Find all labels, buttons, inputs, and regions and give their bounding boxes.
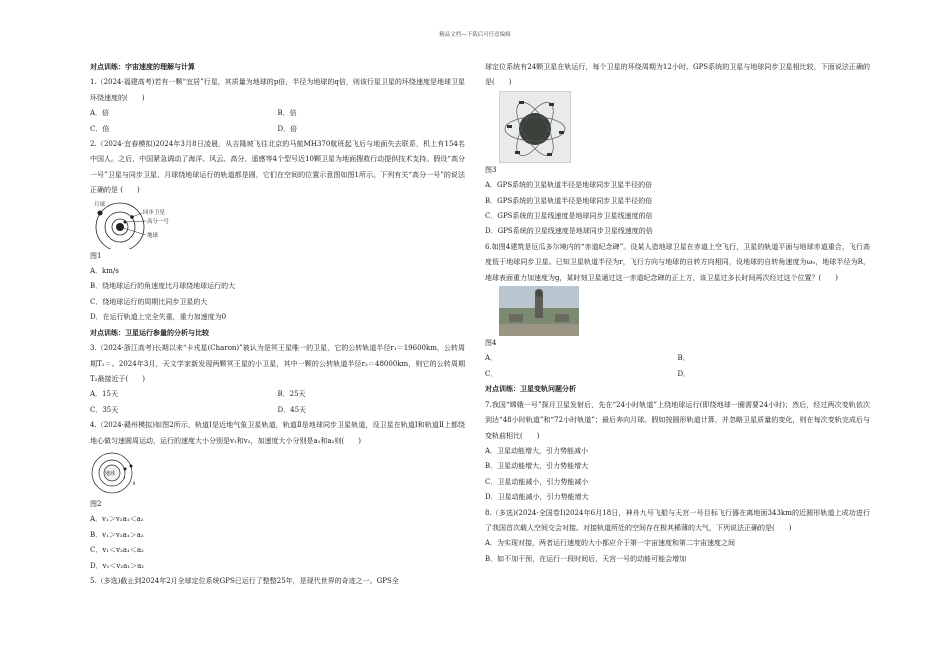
option-b: B．倍 (277, 109, 297, 118)
question-2-option-a: A．km/s (90, 267, 119, 276)
section-heading: 对点训练：卫星变轨问题分析 (485, 385, 576, 394)
option-c: C． (485, 369, 498, 378)
question-3: 3.（2024·浙江高考)长期以来“卡戎星(Charon)”被认为是冥王星唯一的卫星，它的公转轨道半径r₁＝19600km，公转周期T₁＝。2024年3月，天文学家新发现两颗冥王星的小卫星，其中一颗的公转轨道半径r₂＝48000km，则它的公转周期T₂最接近于( ) (90, 344, 465, 383)
figure-1-orbit-diagram (90, 199, 200, 249)
right-column (485, 60, 870, 567)
question-7-option-a: A．卫星动能增大，引力势能减小 (485, 446, 589, 455)
question-2: 2.（2024·宜春模拟)2024年3月8日凌晨，从吉隆坡飞往北京的马航MH370航班起飞后与地面失去联系，机上有154名中国人。之后，中国紧急调动了海洋、风云、高分、遥感等4个型号近10颗卫星为地面搜救行动提供技术支持。假设“高分一号”卫星与同步卫星、月球绕地球运行的轨道都是圆，它们在空间的位置示意图如图1所示。下列有关“高分一号”的说法正确的是 ( ) (90, 140, 465, 195)
question-8-option-b: B．如不加干预，在运行一段时间后，天宫一号的动能可能会增加 (485, 554, 687, 563)
option-c: C．倍 (90, 124, 110, 133)
question-4-option-d: D．v₁＜v₂a₁＞a₂ (90, 561, 145, 570)
question-2-option-b: B．绕地球运行的角速度比月球绕地球运行的大 (90, 282, 236, 291)
figure-2-orbit-diagram (90, 449, 150, 497)
option-d: D．倍 (277, 124, 298, 133)
question-4-option-c: C．v₁＜v₂a₁＜a₂ (90, 546, 144, 555)
question-3-options (90, 387, 465, 418)
option-a: A． (485, 354, 498, 363)
question-2-option-d: D．在运行轨道上完全失重，重力加速度为0 (90, 313, 227, 322)
option-d: D． (677, 369, 691, 378)
option-b: B．25天 (277, 390, 306, 399)
question-7: 7.我国“嫦娥一号”探月卫星发射后，先在“24小时轨道”上绕地球运行(即绕地球一圈需要24小时)；然后，经过两次变轨依次到达“48小时轨道”和“72小时轨道”；最后奔向月球。假如按圆形轨道计算，并忽略卫星质量的变化，则在每次变轨完成后与变轨前相比( ) (485, 400, 870, 440)
question-1-options (90, 106, 465, 137)
question-5-option-d: D．GPS系统的卫星线速度是地球同步卫星线速度的倍 (485, 227, 653, 236)
question-6-options (485, 351, 870, 382)
option-d: D．45天 (277, 405, 307, 414)
question-4-option-b: B．v₁＞v₂a₁＞a₂ (90, 530, 144, 539)
question-5-option-a: A．GPS系统的卫星轨道半径是地球同步卫星半径的倍 (485, 181, 653, 190)
section-heading: 对点训练：宇宙速度的理解与计算 (90, 63, 195, 71)
left-column (90, 60, 465, 589)
figure-4-caption: 图4 (485, 339, 497, 348)
question-7-option-b: B．卫星动能增大，引力势能增大 (485, 462, 589, 471)
fig1-gaofen-label: 高分一号 (147, 218, 170, 225)
fig2-earth-label: 地球 (105, 470, 116, 477)
question-7-option-d: D．卫星动能减小，引力势能增大 (485, 493, 589, 502)
figure-3-gps-constellation-image (499, 91, 571, 163)
question-8-option-a: A．为实现对接，两者运行速度的大小都应介于第一宇宙速度和第二宇宙速度之间 (485, 539, 736, 548)
option-a: A．15天 (90, 390, 118, 399)
question-5-continued: 球定位系统有24颗卫星在轨运行，每个卫星的环绕周期为12小时。GPS系统的卫星与地球同步卫星相比较，下面说法正确的是( ) (485, 63, 870, 87)
figure-2-caption: 图2 (90, 499, 102, 508)
section-heading: 对点训练：卫星运行参量的分析与比较 (90, 328, 209, 337)
page-header: 精品文档---下载后可任意编辑 (439, 32, 511, 38)
option-c: C．35天 (90, 405, 119, 414)
question-8: 8.（多选)(2024·全国卷Ⅰ)2024年6月18日，神舟九号飞船与天宫一号目标飞行器在离地面343km的近圆形轨道上成功进行了我国首次载人空间交会对接。对接轨道所处的空间存在极其稀薄的大气，下列说法正确的是( ) (485, 508, 870, 532)
fig2-orbit-1-label: Ⅰ (124, 475, 126, 481)
question-1: 1.（2024·福建高考)若有一颗“宜居”行星，其质量为地球的p倍，半径为地球的q倍，则该行星卫星的环绕速度是地球卫星环绕速度的( ) (90, 78, 465, 102)
question-4-option-a: A．v₁＞v₂a₁＜a₂ (90, 515, 144, 524)
question-6: 6.如图4建筑是厄瓜多尔境内的“赤道纪念碑”。设某人造地球卫星在赤道上空飞行，卫星的轨道平面与地球赤道重合，飞行高度低于地球同步卫星。已知卫星轨道半径为r，飞行方向与地球的自转方向相同，设地球的自转角速度为ω₀，地球半径为R，地球表面重力加速度为g，某时刻卫星通过这一赤道纪念碑的正上方，该卫星过多长时间再次经过这个位置？( ) (485, 242, 870, 282)
question-2-option-c: C．绕地球运行的周期比同步卫星的大 (90, 297, 208, 306)
fig1-geo-sat-label: 同步卫星 (143, 209, 166, 216)
figure-4-equator-monument-photo (499, 286, 579, 336)
question-5-option-b: B．GPS系统的卫星轨道半径是地球同步卫星半径的倍 (485, 196, 653, 205)
fig2-orbit-2-label: Ⅱ (133, 481, 136, 487)
figure-1-caption: 图1 (90, 251, 102, 260)
question-5-option-c: C．GPS系统的卫星线速度是地球同步卫星线速度的倍 (485, 212, 653, 221)
fig1-moon-label: 月球 (94, 201, 106, 208)
question-5: 5.（多选)截止到2024年2月全球定位系统GPS已运行了整整25年，是现代世界的奇迹之一。GPS全 (90, 576, 399, 585)
question-4: 4.（2024·赣州模拟)如图2所示，轨道Ⅰ是近地气象卫星轨道，轨道Ⅱ是地球同步卫星轨道，设卫星在轨道Ⅰ和轨道Ⅱ上都绕地心做匀速圆周运动，运行的速度大小分别是v₁和v₂，加速度大小分别是a₁和a₂则( ) (90, 421, 465, 445)
question-7-option-c: C．卫星动能减小，引力势能减小 (485, 477, 589, 486)
option-b: B． (677, 354, 690, 363)
option-a: A．倍 (90, 109, 110, 118)
fig1-earth-label: 地球 (147, 232, 159, 239)
figure-3-caption: 图3 (485, 165, 497, 174)
